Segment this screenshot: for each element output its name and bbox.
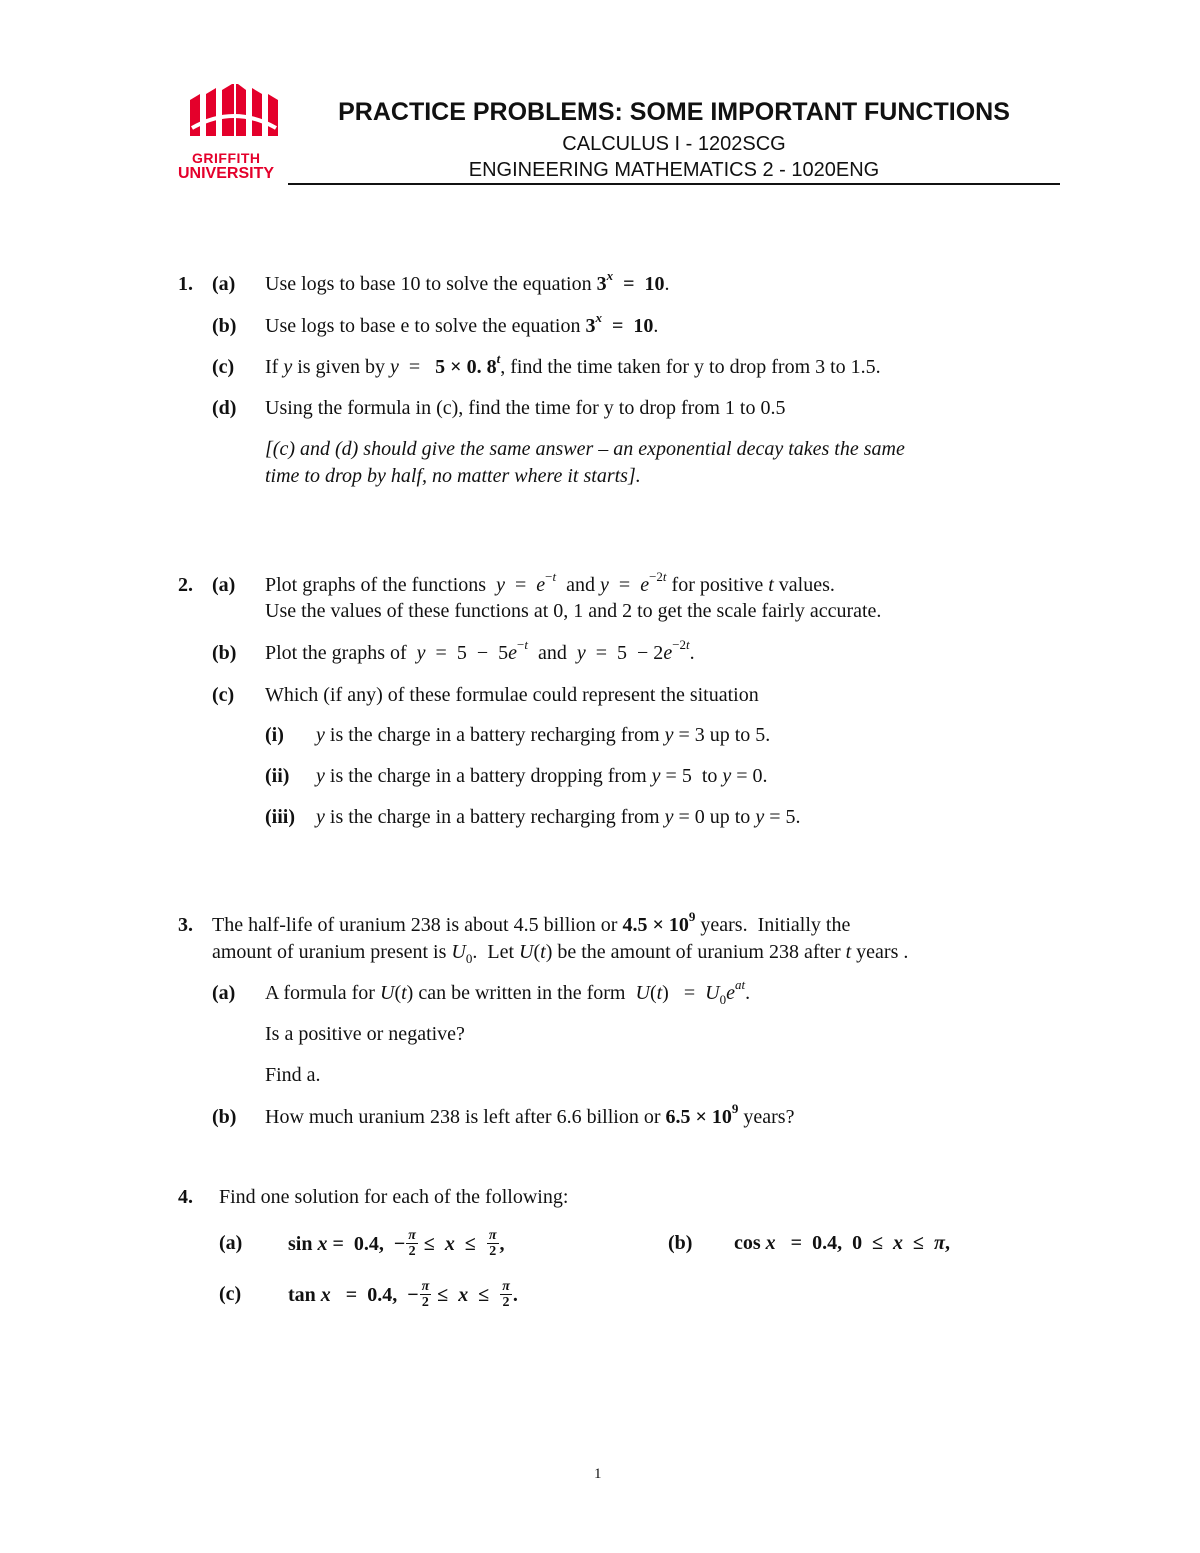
q3b-label: (b) bbox=[212, 1106, 237, 1128]
q4c-label: (c) bbox=[219, 1283, 242, 1305]
q3a-text-line3: Find a. bbox=[265, 1064, 321, 1086]
q4c-text: tan x = 0.4, − $\frac{\pi}{2}$ ≤ x ≤ $\frac{\pi}{2}$ . bbox=[288, 1279, 518, 1310]
q3-number: 3. bbox=[178, 914, 193, 936]
q4-number: 4. bbox=[178, 1186, 193, 1208]
q2a-text: Plot graphs of the functions $y = e^{-t}$ and $y = e^{-2t}$ for positive t values. bbox=[265, 569, 835, 596]
q2a-text-line2: Use the values of these functions at 0, 1 and 2 to get the scale fairly accurate. bbox=[265, 600, 882, 622]
q1b-text: Use logs to base e to solve the equation 3$^x$ = 10. bbox=[265, 310, 659, 337]
q1-note-line1: [(c) and (d) should give the same answer – an exponential decay takes the same bbox=[265, 438, 905, 460]
q3a-text: A formula for U(t) can be written in the form $U(t) = U_0e^{at}$. bbox=[265, 977, 751, 1007]
q1a-label: (a) bbox=[212, 273, 236, 295]
griffith-logo bbox=[178, 84, 288, 184]
page-title: PRACTICE PROBLEMS: SOME IMPORTANT FUNCTIONS bbox=[338, 98, 1010, 126]
q2b-label: (b) bbox=[212, 642, 237, 664]
q3-intro-line1: The half-life of uranium 238 is about 4.5 billion or $4.5 \times 10^9$ years. Initially the bbox=[212, 909, 851, 936]
q3a-text-line2: Is a positive or negative? bbox=[265, 1023, 465, 1045]
q1-number: 1. bbox=[178, 273, 193, 295]
q4-intro: Find one solution for each of the following: bbox=[219, 1186, 569, 1208]
q1b-label: (b) bbox=[212, 315, 237, 337]
griffith-crest-icon bbox=[186, 84, 282, 140]
q1-note-line2: time to drop by half, no matter where it starts]. bbox=[265, 465, 641, 487]
q1d-label: (d) bbox=[212, 397, 237, 419]
q3b-text: How much uranium 238 is left after 6.6 billion or $6.5 \times 10^9$ years? bbox=[265, 1101, 795, 1128]
q4b-text: cos x = 0.4, 0 ≤ x ≤ π, bbox=[734, 1232, 950, 1254]
q4b-label: (b) bbox=[668, 1232, 693, 1254]
q2a-label: (a) bbox=[212, 574, 236, 596]
q2c-label: (c) bbox=[212, 684, 235, 706]
q2ci-text: y is the charge in a battery recharging from y = 3 up to 5. bbox=[316, 724, 771, 746]
q3a-label: (a) bbox=[212, 982, 236, 1004]
q1a-text: Use logs to base 10 to solve the equation 3$^x$ = 10. bbox=[265, 268, 670, 295]
q2c-text: Which (if any) of these formulae could represent the situation bbox=[265, 684, 759, 706]
q3-intro-line2: amount of uranium present is $U_0$. Let U(t) be the amount of uranium 238 after t years . bbox=[212, 941, 909, 966]
header-rule bbox=[288, 183, 1060, 185]
page-number: 1 bbox=[594, 1466, 602, 1482]
q2-number: 2. bbox=[178, 574, 193, 596]
q1c-label: (c) bbox=[212, 356, 235, 378]
q2b-text: Plot the graphs of $y = 5 - 5e^{-t}$ and $y = 5 - 2e^{-2t}$. bbox=[265, 637, 695, 664]
q2cii-label: (ii) bbox=[265, 765, 290, 787]
q2ci-label: (i) bbox=[265, 724, 284, 746]
logo-line1: GRIFFITH bbox=[192, 150, 261, 166]
logo-line2: UNIVERSITY bbox=[178, 165, 275, 182]
q4a-text: sin x = 0.4, − $\frac{\pi}{2}$ ≤ x ≤ $\frac{\pi}{2}$ , bbox=[288, 1228, 505, 1259]
q1d-text: Using the formula in (c), find the time for y to drop from 1 to 0.5 bbox=[265, 397, 786, 419]
q2ciii-text: y is the charge in a battery recharging from y = 0 up to y = 5. bbox=[316, 806, 801, 828]
q2ciii-label: (iii) bbox=[265, 806, 295, 828]
course-line-1: CALCULUS I - 1202SCG bbox=[562, 133, 786, 155]
q1c-text: If y is given by y = 5 × 0. 8$^t$, find the time taken for y to drop from 3 to 1.5. bbox=[265, 351, 881, 378]
course-line-2: ENGINEERING MATHEMATICS 2 - 1020ENG bbox=[468, 159, 880, 181]
q4a-label: (a) bbox=[219, 1232, 243, 1254]
q2cii-text: y is the charge in a battery dropping from y = 5 to y = 0. bbox=[316, 765, 768, 787]
